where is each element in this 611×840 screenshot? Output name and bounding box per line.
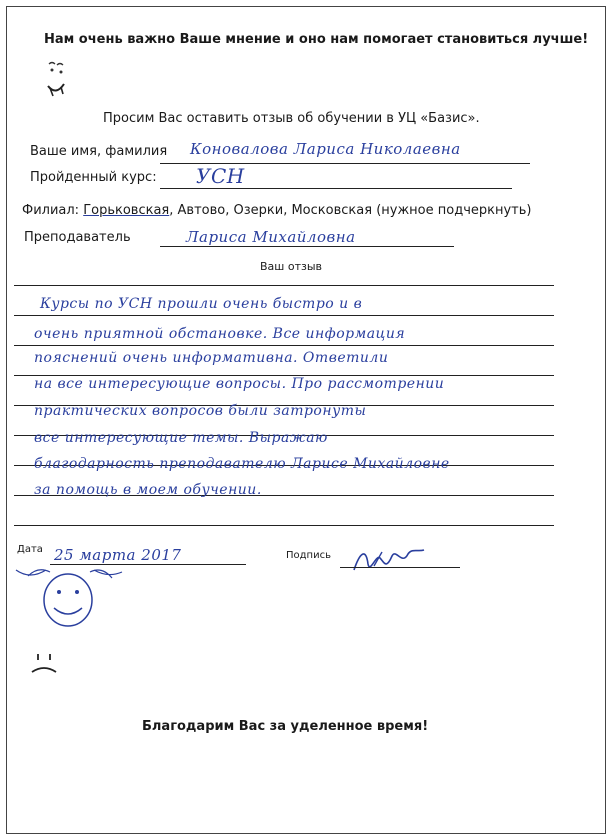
name-label: Ваше имя, фамилия: [30, 144, 168, 159]
review-line-2: [14, 345, 554, 346]
review-line-0: [14, 285, 554, 286]
branch-option-2: Автово: [177, 203, 226, 218]
branch-option-1: Горьковская: [83, 203, 170, 218]
teacher-label: Преподаватель: [24, 230, 131, 245]
review-text-line: благодарность преподавателю Ларисе Михайловне: [34, 456, 450, 472]
signature-mark: [350, 544, 430, 578]
sad-face-drawing-icon: [26, 650, 66, 678]
review-text-line: практических вопросов были затронуты: [34, 403, 367, 419]
teacher-line: [160, 246, 454, 247]
review-text-line: за помощь в моем обучении.: [34, 482, 262, 498]
name-value: Коновалова Лариса Николаевна: [190, 140, 461, 158]
branch-option-4: Московская: [291, 203, 373, 218]
date-label: Дата: [17, 544, 43, 555]
review-line-8: [14, 525, 554, 526]
header-request: Просим Вас оставить отзыв об обучении в УЦ «Базис».: [103, 111, 480, 126]
teacher-value: Лариса Михайловна: [186, 228, 356, 246]
footer-thanks: Благодарим Вас за уделенное время!: [142, 719, 429, 734]
course-line: [160, 188, 512, 189]
date-value: 25 марта 2017: [54, 546, 182, 564]
signature-line: [340, 567, 460, 568]
branch-label: Филиал:: [22, 203, 80, 218]
review-text-line: все интересующие темы. Выражаю: [34, 430, 328, 446]
review-text-line: на все интересующие вопросы. Про рассмотрении: [34, 376, 445, 392]
review-title: Ваш отзыв: [260, 260, 323, 273]
course-label: Пройденный курс:: [30, 170, 157, 185]
branch-hint: (нужное подчеркнуть): [376, 203, 532, 218]
signature-label: Подпись: [286, 550, 331, 561]
review-text-line: очень приятной обстановке. Все информация: [34, 326, 406, 342]
page-border: [6, 6, 606, 834]
review-text-line: пояснений очень информативна. Ответили: [34, 350, 389, 366]
branch-option-3: Озерки: [233, 203, 284, 218]
header-slogan: Нам очень важно Ваше мнение и оно нам помогает становиться лучше!: [44, 32, 589, 47]
review-text-line: Курсы по УСН прошли очень быстро и в: [40, 296, 363, 312]
smiley-sketch-icon: [40, 56, 70, 102]
branch-row: Филиал: Горьковская, Автово, Озерки, Московская (нужное подчеркнуть): [22, 203, 532, 218]
happy-face-drawing-icon: [10, 566, 130, 636]
review-line-1: [14, 315, 554, 316]
course-value: УСН: [196, 164, 245, 188]
date-line: [50, 564, 246, 565]
